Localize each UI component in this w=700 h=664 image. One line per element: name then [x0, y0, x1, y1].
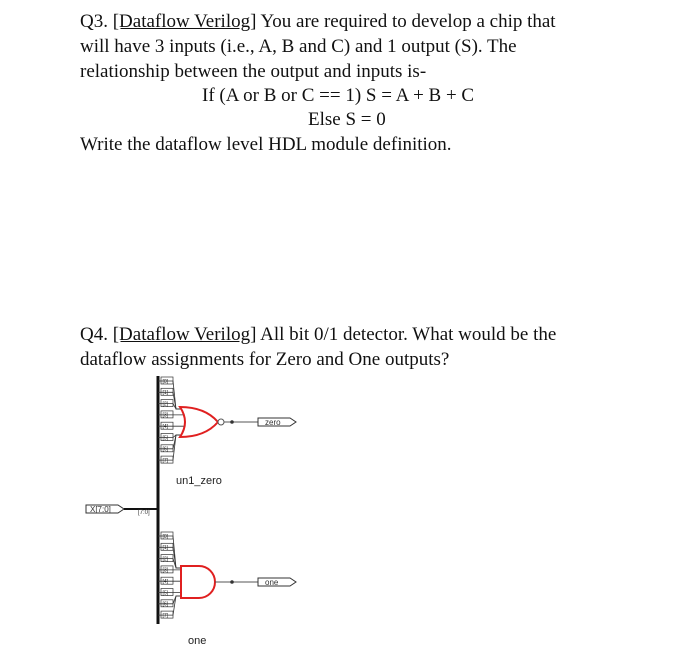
one-gate-label: one: [188, 635, 207, 647]
bottom-bit-label-5: [5]: [162, 590, 169, 597]
q3-instruction: Write the dataflow level HDL module definition.: [80, 134, 452, 155]
top-bit-label-5: [5]: [162, 435, 169, 442]
bottom-bit-label-1: [1]: [162, 545, 169, 552]
zero-port-label: zero: [265, 418, 281, 427]
q4-line2: dataflow assignments for Zero and One outputs?: [80, 349, 450, 370]
bus-label: [7:0]: [138, 510, 150, 516]
bottom-bit-wire-0: [158, 533, 181, 568]
bottom-bit-label-4: [4]: [162, 579, 169, 585]
q3-if-line: If (A or B or C == 1) S = A + B + C: [202, 85, 475, 106]
zero-gate-label: un1_zero: [176, 475, 222, 487]
zero-nor-gate: [180, 407, 224, 437]
q3-tag: [Dataflow Verilog]: [112, 11, 257, 32]
top-bit-label-4: [4]: [162, 424, 169, 430]
one-port-label: one: [265, 578, 279, 587]
q3-line3: relationship between the output and inputs is-: [80, 61, 427, 82]
input-port-x: [86, 505, 124, 514]
q4-line1-rest: All bit 0/1 detector. What would be the: [256, 324, 557, 345]
top-bit-label-1: [1]: [162, 390, 169, 397]
top-bit-label-0: [0]: [162, 378, 169, 385]
q3-line2: will have 3 inputs (i.e., A, B and C) and 1 output (S). The: [80, 36, 517, 57]
top-bit-label-6: [6]: [162, 446, 169, 453]
bottom-bit-label-7: [7]: [162, 612, 169, 619]
q3-line1-rest: You are required to develop a chip that: [256, 11, 556, 32]
top-bit-label-7: [7]: [162, 457, 169, 464]
one-wire-dot: [230, 580, 234, 584]
bottom-bit-label-6: [6]: [162, 601, 169, 608]
zero-wire-dot: [230, 420, 234, 424]
bottom-bit-label-2: [2]: [162, 556, 169, 563]
bottom-bit-taps: [158, 532, 181, 619]
q4-tag: [Dataflow Verilog]: [112, 324, 257, 345]
zero-output-port: [258, 418, 296, 427]
top-bit-taps: [158, 377, 184, 464]
bottom-bit-label-3: [3]: [162, 567, 169, 574]
input-port-label: X[7:0]: [90, 505, 111, 514]
one-and-gate: [181, 566, 215, 598]
q4-number: Q4.: [80, 324, 108, 345]
top-bit-label-3: [3]: [162, 412, 169, 419]
bottom-bit-label-0: [0]: [162, 533, 169, 540]
q3-number: Q3.: [80, 11, 108, 32]
one-output-port: [258, 578, 296, 587]
top-bit-label-2: [2]: [162, 401, 169, 408]
q3-else-line: Else S = 0: [308, 109, 386, 130]
